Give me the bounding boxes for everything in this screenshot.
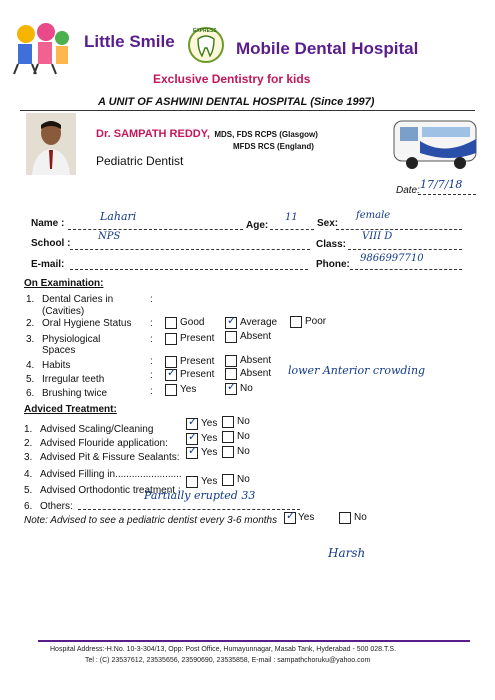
exam-3-no: 3. (26, 334, 35, 345)
label-irregular-present: Present (180, 369, 215, 380)
checkbox-sealants-no[interactable] (222, 446, 234, 458)
exam-2: Oral Hygiene Status (42, 318, 132, 329)
treat-6: Others: (40, 501, 73, 512)
logo-text: EXPRESS (193, 28, 217, 34)
age-label: Age: (246, 220, 269, 231)
exam-2-no: 2. (26, 318, 35, 329)
irregular-note[interactable]: lower Anterior crowding (288, 364, 426, 377)
footer-divider (38, 640, 470, 642)
checkbox-brushing-yes[interactable] (165, 384, 177, 396)
checkbox-sealants-yes[interactable] (186, 447, 198, 459)
checkbox-poor[interactable] (290, 316, 302, 328)
checkbox-good[interactable] (165, 317, 177, 329)
exam-5-colon: : (150, 370, 153, 381)
header-divider (20, 110, 475, 111)
treatment-heading: Adviced Treatment: (24, 404, 117, 415)
label-habits-absent: Absent (240, 355, 272, 366)
unit-line: A UNIT OF ASHWINI DENTAL HOSPITAL (Since 1997) (98, 96, 375, 108)
email-line (70, 269, 308, 270)
treat-6-no: 6. (24, 501, 33, 512)
doctor-name: Dr. SAMPATH REDDY, (96, 128, 210, 140)
bus-icon (390, 113, 480, 175)
sex-line (336, 229, 462, 230)
label-note-no: No (354, 512, 367, 523)
label-sealants-no: No (237, 446, 250, 457)
checkbox-spaces-absent[interactable] (225, 331, 237, 343)
checkbox-scaling-yes[interactable] (186, 418, 198, 430)
exam-2-colon: : (150, 318, 153, 329)
label-habits-present: Present (180, 356, 215, 367)
checkbox-flouride-yes[interactable] (186, 433, 198, 445)
tooth-logo-icon (186, 26, 226, 64)
checkbox-note-no[interactable] (339, 512, 351, 524)
exam-5-no: 5. (26, 374, 35, 385)
clinic-name-part1: Little Smile (84, 32, 175, 51)
school-line (70, 249, 310, 250)
label-flouride-yes: Yes (201, 433, 218, 444)
label-sealants-yes: Yes (201, 447, 218, 458)
phone-line (350, 269, 462, 270)
label-irregular-absent: Absent (240, 368, 272, 379)
checkbox-habits-absent[interactable] (225, 355, 237, 367)
label-scaling-yes: Yes (201, 418, 218, 429)
treat-1: Advised Scaling/Cleaning (40, 424, 154, 435)
email-label: E-mail: (31, 259, 65, 270)
name-value[interactable]: Lahari (100, 210, 137, 223)
sex-value[interactable]: female (356, 210, 391, 221)
exam-6: Brushing twice (42, 388, 108, 399)
class-value[interactable]: VIII D (362, 231, 393, 242)
treat-5-no: 5. (24, 485, 33, 496)
checkmark-icon: ✓ (188, 445, 198, 457)
doctor-quals: MDS, FDS RCPS (Glasgow) (214, 130, 318, 139)
checkbox-irregular-absent[interactable] (225, 368, 237, 380)
exam-heading: On Examination: (24, 278, 104, 289)
signature: Harsh (328, 546, 366, 560)
exam-3b: Spaces (42, 345, 76, 356)
checkmark-icon: ✓ (188, 416, 198, 428)
treat-4: Advised Filling in........................ (40, 469, 182, 480)
label-spaces-present: Present (180, 333, 215, 344)
tagline: Exclusive Dentistry for kids (153, 72, 311, 86)
checkbox-irregular-present[interactable] (165, 369, 177, 381)
label-average: Average (240, 317, 278, 328)
age-line (270, 229, 314, 230)
doctor-quals-2: MFDS RCS (England) (233, 142, 314, 151)
school-label: School : (31, 238, 71, 249)
label-ortho-no: No (237, 474, 250, 485)
clinic-name-part2: Mobile Dental Hospital (236, 39, 419, 58)
treat-2: Advised Flouride application: (40, 438, 168, 449)
treat-1-no: 1. (24, 424, 33, 435)
phone-label: Phone: (316, 259, 350, 270)
others-line (78, 509, 300, 510)
exam-3: Physiological (42, 334, 101, 345)
sex-label: Sex: (317, 218, 339, 229)
exam-4: Habits (42, 360, 71, 371)
phone-value[interactable]: 9866997710 (360, 253, 424, 264)
date-line (418, 194, 476, 195)
exam-1-no: 1. (26, 294, 35, 305)
kids-logo-icon (12, 20, 74, 76)
checkmark-icon: ✓ (167, 367, 177, 379)
exam-6-colon: : (150, 386, 153, 397)
name-label: Name : (31, 218, 65, 229)
checkbox-ortho-no[interactable] (222, 474, 234, 486)
checkmark-icon: ✓ (286, 510, 296, 522)
class-label: Class: (316, 239, 347, 250)
checkbox-note-yes[interactable] (284, 512, 296, 524)
checkbox-average[interactable] (225, 317, 237, 329)
checkbox-flouride-no[interactable] (222, 431, 234, 443)
date-label: Date: (396, 185, 420, 196)
treat-5: Advised Orthodontic treatment : (40, 485, 181, 496)
label-poor: Poor (305, 316, 327, 327)
label-brushing-yes: Yes (180, 384, 197, 395)
checkbox-brushing-no[interactable] (225, 383, 237, 395)
checkmark-icon: ✓ (188, 431, 198, 443)
label-note-yes: Yes (298, 512, 315, 523)
treat-2-no: 2. (24, 438, 33, 449)
label-spaces-absent: Absent (240, 331, 272, 342)
label-brushing-no: No (240, 383, 253, 394)
exam-1b: (Cavities) (42, 306, 85, 317)
exam-5: Irregular teeth (42, 374, 105, 385)
footer-address: Hospital Address:-H.No. 10-3-304/13, Opp: Post Office, Humayunnagar, Masab Tank, Hyderabad - 500 028.T.S. (50, 646, 397, 653)
label-scaling-no: No (237, 416, 250, 427)
treat-3-no: 3. (24, 452, 33, 463)
doctor-name-line (96, 124, 318, 142)
label-good: Good (180, 317, 205, 328)
specialty: Pediatric Dentist (96, 154, 184, 168)
checkbox-ortho-yes[interactable] (186, 476, 198, 488)
exam-1: Dental Caries in (42, 294, 114, 305)
exam-1-colon: : (150, 294, 153, 305)
exam-4-no: 4. (26, 360, 35, 371)
checkmark-icon: ✓ (227, 381, 237, 393)
class-line (348, 249, 462, 250)
note-text: Note: Advised to see a pediatric dentist every 3-6 months (24, 515, 278, 526)
label-ortho-yes: Yes (201, 476, 218, 487)
checkbox-scaling-no[interactable] (222, 416, 234, 428)
exam-4-colon: : (150, 356, 153, 367)
exam-6-no: 6. (26, 388, 35, 399)
footer-contact: Tel : (C) 23537612, 23535656, 23590690, 23535858, E-mail : sampathchoruku@yahoo.com (85, 657, 371, 664)
checkbox-spaces-present[interactable] (165, 333, 177, 345)
name-line (68, 229, 243, 230)
treat-3: Advised Pit & Fissure Sealants: (40, 452, 180, 463)
treat-4-no: 4. (24, 469, 33, 480)
checkmark-icon: ✓ (227, 315, 237, 327)
doctor-photo (26, 113, 76, 175)
date-value[interactable]: 17/7/18 (420, 178, 463, 191)
age-value[interactable]: 11 (285, 212, 298, 223)
others-note[interactable]: Partially erupted 33 (144, 489, 256, 502)
label-flouride-no: No (237, 431, 250, 442)
exam-3-colon: : (150, 334, 153, 345)
school-value[interactable]: NPS (98, 231, 121, 242)
